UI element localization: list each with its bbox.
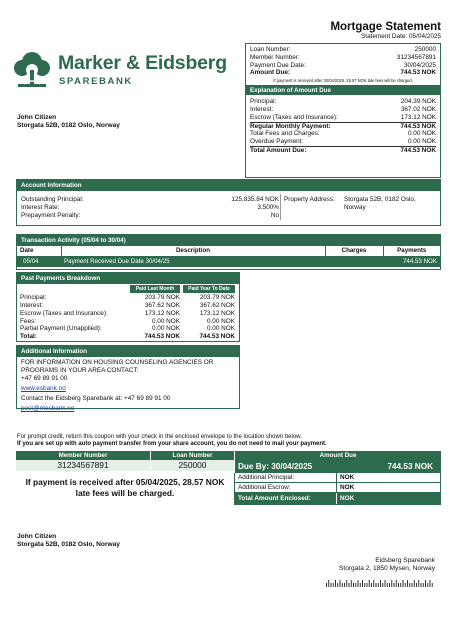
barcode-bar <box>367 583 368 587</box>
email-link[interactable]: post@mesbank.no <box>21 405 75 413</box>
barcode-bar <box>373 580 374 587</box>
account-info-divider <box>280 194 281 220</box>
past-payment-row: Total: 744.53 NOK 744.53 NOK <box>20 333 235 341</box>
website-link[interactable]: www.esbank.no <box>21 385 66 393</box>
barcode-bar <box>380 580 381 587</box>
customer-address <box>17 114 120 130</box>
col-payments: Payments <box>397 246 427 254</box>
barcode-bar <box>416 583 417 587</box>
transaction-header: Transaction Activity (05/04 to 30/04) <box>17 235 440 246</box>
past-payment-row: Fees: 0.00 NOK 0.00 NOK <box>20 317 235 325</box>
explanation-row: Escrow (Taxes and Insurance): 173.12 NOK <box>250 113 436 121</box>
barcode-bar <box>351 580 352 587</box>
property-address-value: Storgata 52B, 0182 Oslo, Norway <box>344 196 416 211</box>
coupon-amount-header: Amount Due <box>234 451 441 460</box>
account-info-header: Account Information <box>17 180 440 191</box>
coupon-instructions <box>17 434 437 449</box>
bank-mailing-address <box>339 557 435 573</box>
return-name: John Citizen <box>17 533 57 540</box>
col-paid-ytd: Paid Year To Date <box>183 285 235 293</box>
bank-logo <box>12 48 227 92</box>
barcode-bar <box>421 583 422 587</box>
barcode-bar <box>362 580 363 587</box>
past-payment-row: Interest: 367.62 NOK 367.62 NOK <box>20 301 235 309</box>
account-info-box <box>16 179 441 226</box>
explanation-row: Overdue Payment: 0.00 NOK <box>250 138 436 146</box>
explanation-row: Regular Monthly Payment: 744.53 NOK <box>250 122 436 130</box>
past-payments-rows <box>20 294 235 341</box>
past-payments-colhead <box>20 285 235 293</box>
additional-info-body <box>17 357 239 415</box>
total-enclosed-label: Total Amount Enclosed: <box>235 493 337 504</box>
barcode-bar <box>382 583 383 587</box>
bank-subname: SPAREBANK <box>59 76 133 87</box>
coupon-member-header: Member Number <box>16 451 150 460</box>
barcode-bar <box>394 583 395 587</box>
explanation-row: Total Fees and Charges: 0.00 NOK <box>250 130 436 138</box>
barcode-bar <box>423 583 424 587</box>
additional-principal-input[interactable]: NOK <box>340 474 355 481</box>
additional-info-header: Additional Information <box>17 346 239 357</box>
transaction-table <box>17 246 440 267</box>
barcode-bar <box>333 583 334 587</box>
transaction-payments: 744.53 NOK <box>402 257 437 265</box>
barcode-bar <box>387 583 388 587</box>
barcode-bar <box>353 583 354 587</box>
barcode-bar <box>427 583 428 587</box>
additional-escrow-row <box>235 483 440 493</box>
statement-date <box>361 33 441 41</box>
additional-info-box <box>16 345 240 413</box>
postal-barcode <box>326 580 436 587</box>
barcode-bar <box>389 583 390 587</box>
barcode-bar <box>331 583 332 587</box>
barcode-bar <box>360 583 361 587</box>
barcode-bar <box>337 583 338 587</box>
barcode-bar <box>326 583 327 587</box>
barcode-bar <box>414 580 415 587</box>
barcode-bar <box>412 583 413 587</box>
barcode-bar <box>430 580 431 587</box>
barcode-bar <box>340 580 341 587</box>
additional-escrow-label: Additional Escrow: <box>235 483 337 492</box>
explanation-row: Principal: 204.39 NOK <box>250 98 436 106</box>
barcode-bar <box>425 580 426 587</box>
account-info-row: Outstanding Principal: 125,835.84 NOK <box>21 196 279 203</box>
customer-name: John Citizen <box>17 114 57 121</box>
property-address-label: Property Address: <box>284 196 335 203</box>
barcode-bar <box>400 583 401 587</box>
coupon-due-amount: 744.53 NOK <box>387 462 433 471</box>
past-payments-box <box>16 272 240 342</box>
past-payments-body <box>17 284 239 341</box>
total-enclosed-row <box>235 493 440 504</box>
transaction-description: Payment Received Due Date 30/04/25 <box>64 257 170 265</box>
col-date: Date <box>17 246 61 256</box>
barcode-bar <box>342 583 343 587</box>
barcode-bar <box>358 580 359 587</box>
additional-escrow-input[interactable]: NOK <box>340 484 355 491</box>
barcode-bar <box>407 580 408 587</box>
bank-name: Marker & Eidsberg <box>58 52 227 74</box>
barcode-bar <box>346 580 347 587</box>
tree-logo-icon <box>12 48 52 90</box>
barcode-bar <box>398 583 399 587</box>
statement-date-value: 05/04/2025 <box>409 33 441 40</box>
loan-summary-row: Member Number: 31234567891 <box>250 53 436 61</box>
barcode-bar <box>432 583 433 587</box>
explanation-row: Interest: 367.02 NOK <box>250 106 436 114</box>
transaction-box <box>16 234 441 270</box>
coupon-loan-header: Loan Number <box>150 451 234 460</box>
bank-mailing-street: Storgata 2, 1850 Mysen, Norway <box>338 565 435 573</box>
past-payment-row: Partial Payment (Unapplied): 0.00 NOK 0.00 NOK <box>20 325 235 333</box>
return-address <box>17 533 120 549</box>
barcode-bar <box>355 583 356 587</box>
additional-principal-row <box>235 473 440 483</box>
loan-summary-row: Payment Due Date: 30/04/2025 <box>250 61 436 69</box>
counseling-phone: +47 69 89 91 00 <box>21 374 68 382</box>
col-description: Description <box>61 246 325 256</box>
coupon-member-value: 31234567891 <box>16 460 150 471</box>
barcode-bar <box>409 583 410 587</box>
barcode-bar <box>371 583 372 587</box>
loan-summary-row: Loan Number: 250000 <box>250 46 436 53</box>
contact-info: Contact the Eidsberg Sparebank at: +47 69 89 91 00 <box>21 395 171 403</box>
barcode-bar <box>335 580 336 587</box>
account-info-body <box>17 191 440 219</box>
barcode-bar <box>418 580 419 587</box>
loan-summary-box <box>245 43 441 178</box>
coupon-late-notice: If payment is received after 05/04/2025, 28.57 NOK late fees will be charged. <box>25 477 225 498</box>
col-charges: Charges <box>325 246 383 256</box>
statement-date-label: Statement Date: <box>361 33 408 40</box>
transaction-date: 05/04 <box>23 257 39 265</box>
coupon-due-bar <box>234 460 441 473</box>
bank-mailing-name: Eidsberg Sparebank <box>375 557 435 564</box>
barcode-bar <box>385 580 386 587</box>
page-title: Mortgage Statement <box>330 21 441 33</box>
barcode-bar <box>378 583 379 587</box>
explanation-rows <box>246 95 440 155</box>
customer-street: Storgata 52B, 0182 Oslo, Norway <box>17 122 120 130</box>
coupon-loan-value: 250000 <box>150 460 234 471</box>
total-enclosed-input[interactable]: NOK <box>340 495 355 502</box>
payment-coupon <box>16 451 441 506</box>
barcode-bar <box>396 580 397 587</box>
barcode-bar <box>405 583 406 587</box>
past-payments-header: Past Payments Breakdown <box>17 273 239 284</box>
barcode-bar <box>376 583 377 587</box>
barcode-bar <box>369 580 370 587</box>
transaction-table-head <box>17 246 440 256</box>
past-payment-row: Escrow (Taxes and Insurance): 173.12 NOK 173.12 NOK <box>20 309 235 317</box>
barcode-bar <box>344 583 345 587</box>
account-info-left <box>21 196 279 219</box>
barcode-bar <box>364 583 365 587</box>
counseling-info: FOR INFORMATION ON HOUSING COUNSELING AGENCIES OR PROGRAMS IN YOUR AREA CONTACT: <box>21 359 214 374</box>
explanation-row: Total Amount Due: 744.53 NOK <box>250 147 436 155</box>
return-street: Storgata 52B, 0182 Oslo, Norway <box>17 541 120 549</box>
coupon-due-date: Due By: 30/04/2025 <box>238 462 313 471</box>
loan-summary-rows <box>246 44 440 83</box>
barcode-bar <box>328 580 329 587</box>
table-row <box>17 256 440 267</box>
transaction-charges <box>325 256 383 267</box>
account-info-row: Interest Rate: 3.500% <box>21 203 279 211</box>
barcode-bar <box>349 583 350 587</box>
barcode-bar <box>391 580 392 587</box>
barcode-bar <box>403 580 404 587</box>
coupon-instruction-2: If you are set up with auto payment transfer from your share account, you do not need to mail your payment. <box>17 441 327 448</box>
past-payment-row: Principal: 203.79 NOK 203.79 NOK <box>20 294 235 302</box>
late-fee-note: If payment is received after 30/04/2025, 28.57 NOK late fees will be charged. <box>273 78 413 84</box>
loan-summary-row: Amount Due: 744.53 NOK <box>250 69 436 77</box>
coupon-instruction-1: For prompt credit, return this coupon with your check in the enclosed envelope to the location shown below. <box>17 434 302 440</box>
explanation-header: Explanation of Amount Due <box>246 85 440 95</box>
barcode-graphic <box>326 580 436 587</box>
account-info-row: Prepayment Penalty: No <box>21 211 279 219</box>
col-paid-last-month: Paid Last Month <box>130 285 180 293</box>
additional-principal-label: Additional Principal: <box>235 473 337 482</box>
coupon-additional <box>234 473 441 505</box>
